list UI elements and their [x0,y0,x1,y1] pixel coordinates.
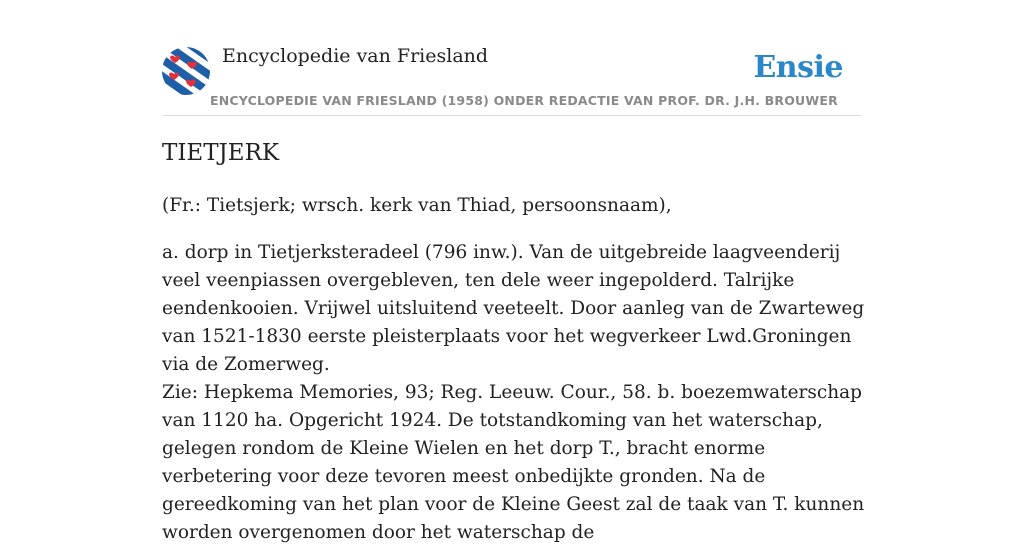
article-paragraph-1: (Fr.: Tietsjerk; wrsch. kerk van Thiad, persoonsnaam), [162,195,672,216]
site-subtitle: ENCYCLOPEDIE VAN FRIESLAND (1958) ONDER REDACTIE VAN PROF. DR. J.H. BROUWER [210,93,838,108]
article-title: TIETJERK [162,140,280,166]
article-paragraph-3: Zie: Hepkema Memories, 93; Reg. Leeuw. Cour., 58. b. boezemwaterschap van 1120 ha. Opgericht 1924. De totstandkoming van het waterschap, gelegen rondom de Kleine Wielen en het dorp T., bracht enorme verbetering voor deze tevoren meest onbedijkte gronden. Na de gereedkoming van het plan voor de Kleine Geest zal de taak van T. kunnen worden overgenomen door het waterschap de [162,382,865,543]
header-divider [162,115,862,116]
frisian-flag-logo-icon[interactable] [162,47,210,95]
article-paragraph-2: a. dorp in Tietjerksteradeel (796 inw.). Van de uitgebreide laagveenderij veel veenpiassen overgebleven, ten dele weer ingepolderd. Talrijke eendenkooien. Vrijwel uitsluitend veeteelt. Door aanleg van de Zwarteweg van 1521-1830 eerste pleisterplaats voor het wegverkeer Lwd.Groningen via de Zomerweg. [162,242,865,375]
brand-logo[interactable]: Ensie [753,50,843,85]
site-title[interactable]: Encyclopedie van Friesland [222,45,489,67]
